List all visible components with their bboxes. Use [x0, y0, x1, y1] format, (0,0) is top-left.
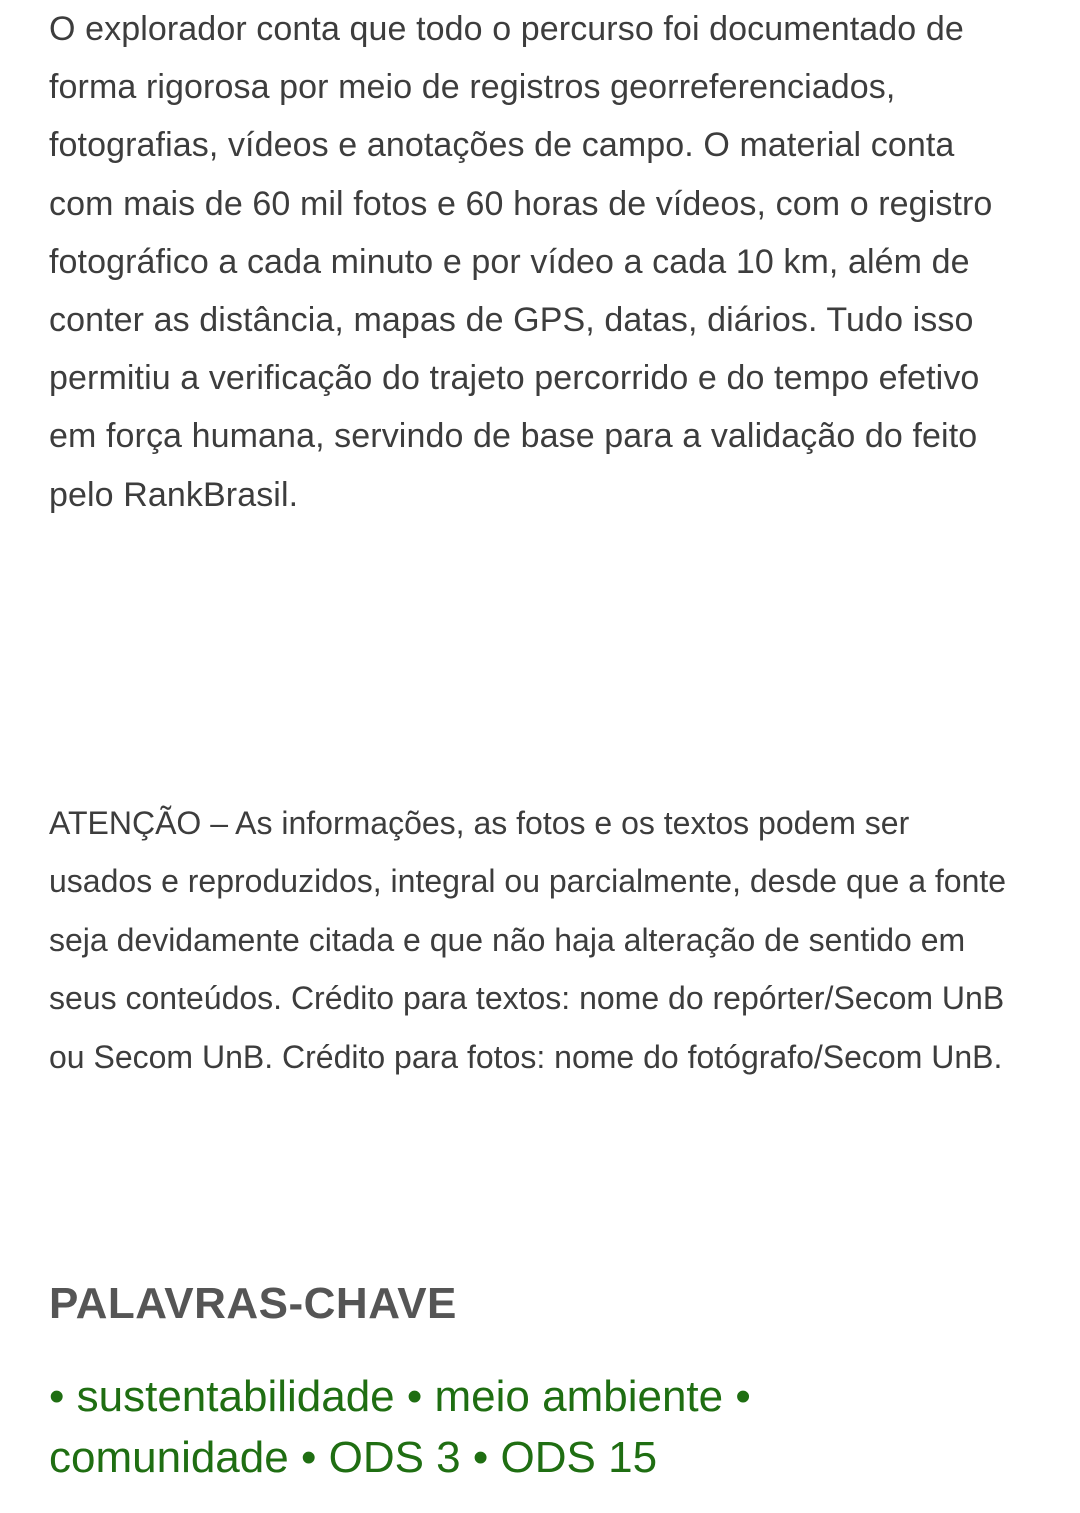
keyword-bullet: •: [472, 1433, 489, 1482]
keyword-bullet: •: [300, 1433, 317, 1482]
keywords-list: [49, 1366, 849, 1488]
usage-notice: ATENÇÃO – As informações, as fotos e os textos podem ser usados e reproduzidos, integral ou parcialmente, desde que a fonte seja devidamente citada e que não haja alteração de sentido em seus conteúdos. Crédito para textos: nome do repórter/Secom UnB ou Secom UnB. Crédito para fotos: nome do fotógrafo/Secom UnB.: [49, 805, 1007, 1075]
article-paragraph: O explorador conta que todo o percurso foi documentado de forma rigorosa por meio de registros georreferenciados, fotografias, vídeos e anotações de campo. O material conta com mais de 60 mil fotos e 60 horas de vídeos, com o registro fotográfico a cada minuto e por vídeo a cada 10 km, além de conter as distância, mapas de GPS, datas, diários. Tudo isso permitiu a verificação do trajeto percorrido e do tempo efetivo em força humana, servindo de base para a validação do feito pelo RankBrasil.: [49, 10, 993, 514]
keyword-link-sustentabilidade[interactable]: sustentabilidade: [76, 1372, 395, 1421]
keyword-link-ods-3[interactable]: ODS 3: [328, 1433, 461, 1482]
keywords-heading: PALAVRAS-CHAVE: [49, 1279, 457, 1328]
keyword-link-ods-15[interactable]: ODS 15: [500, 1433, 658, 1482]
keyword-bullet: •: [406, 1372, 423, 1421]
keyword-link-comunidade[interactable]: comunidade: [49, 1433, 289, 1482]
keyword-link-meio-ambiente[interactable]: meio ambiente: [434, 1372, 724, 1421]
article-body: [49, 0, 1009, 524]
keyword-bullet: •: [49, 1372, 65, 1421]
keyword-bullet: •: [735, 1372, 751, 1421]
